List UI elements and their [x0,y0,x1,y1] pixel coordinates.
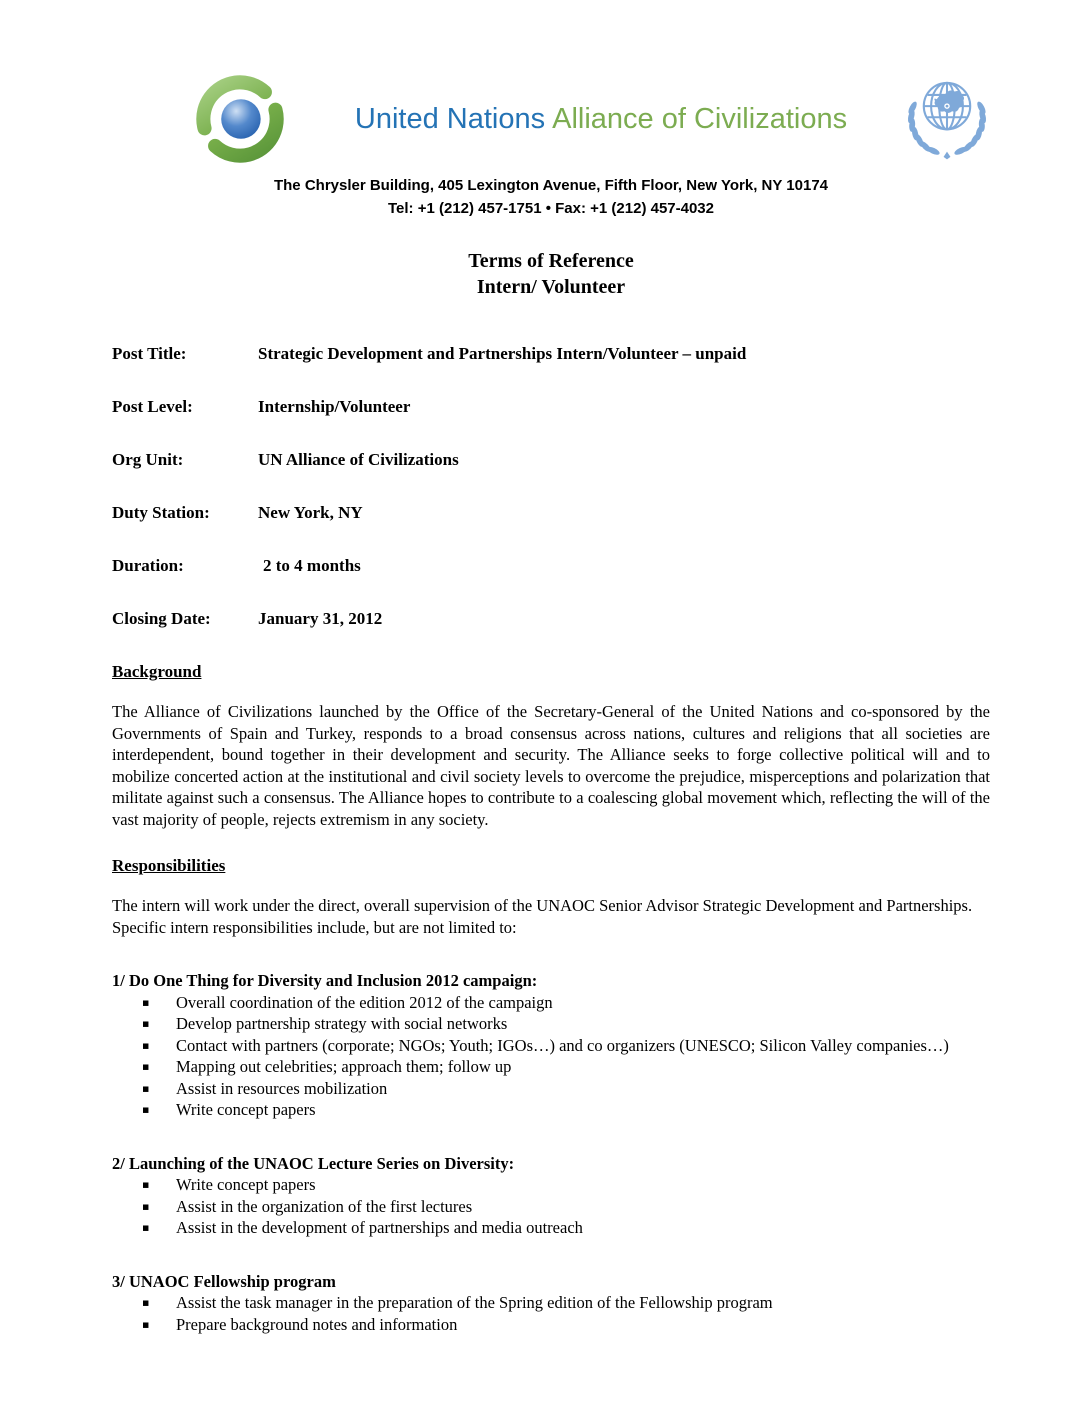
responsibility-group-2 [112,1153,990,1239]
responsibility-group-3 [112,1271,990,1336]
list-item: ▪ Mapping out celebrities; approach them; follow up [142,1057,512,1076]
field-value: 2 to 4 months [263,556,361,575]
field-closing-date [112,609,990,629]
list-item: ▪ Assist in the organization of the first lectures [142,1196,473,1216]
field-post-level [112,397,990,417]
bullet-list [112,992,990,1121]
field-label: Post Level: [112,397,193,416]
responsibilities-intro: The intern will work under the direct, overall supervision of the UNAOC Senior Advisor Strategic Development and Partnerships. Specific intern responsibilities include, but are not limited to: [112,896,973,937]
document-title [112,248,990,300]
list-item: ▪ Overall coordination of the edition 2012 of the campaign [142,992,553,1012]
letterhead [112,70,990,168]
field-label: Duty Station: [112,503,210,522]
field-value: January 31, 2012 [258,609,383,628]
field-post-title [112,344,990,364]
bullet-icon: ▪ [142,1178,150,1191]
group-heading: 2/ Launching of the UNAOC Lecture Series on Diversity: [112,1153,515,1173]
bullet-icon: ▪ [142,995,150,1009]
field-label: Org Unit: [112,450,184,469]
group-heading: 1/ Do One Thing for Diversity and Inclusion 2012 campaign: [112,971,538,990]
background-heading: Background [112,662,202,681]
bullet-icon: ▪ [142,1038,150,1052]
bullet-list [112,1292,990,1335]
bullet-icon: ▪ [142,1103,150,1116]
field-label: Post Title: [112,344,187,363]
wordmark-alliance: Alliance of Civilizations [552,102,848,135]
responsibility-group-1 [112,970,990,1121]
org-wordmark [292,103,904,136]
group-heading: 3/ UNAOC Fellowship program [112,1271,336,1291]
field-label: Closing Date: [112,609,211,628]
title-line2: Intern/ Volunteer [476,276,626,298]
field-value: Strategic Development and Partnerships Intern/Volunteer – unpaid [258,344,747,363]
field-value: Internship/Volunteer [258,397,411,416]
bullet-icon: ▪ [142,1221,150,1234]
list-item: ▪ Contact with partners (corporate; NGOs; Youth; IGOs…) and co organizers (UNESCO; Silicon Valley companies…) [142,1035,949,1055]
list-item: ▪ Write concept papers [142,1100,316,1119]
address-line1: The Chrysler Building, 405 Lexington Avenue, Fifth Floor, New York, NY 10174 [273,177,829,194]
field-org-unit [112,450,990,470]
post-fields [112,344,990,629]
responsibilities-heading: Responsibilities [112,856,226,875]
list-item: ▪ Assist in resources mobilization [142,1078,388,1098]
field-label: Duration: [112,556,184,575]
field-value: UN Alliance of Civilizations [258,450,459,469]
field-value: New York, NY [258,503,363,522]
wordmark-united-nations: United Nations [354,102,546,135]
list-item: ▪ Write concept papers [142,1175,316,1194]
address-line2: Tel: +1 (212) 457-1751 • Fax: +1 (212) 457-4032 [387,200,714,217]
bullet-icon: ▪ [142,1060,150,1073]
bullet-list [112,1174,990,1239]
list-item: ▪ Prepare background notes and information [142,1314,458,1334]
field-duty-station [112,503,990,523]
bullet-icon: ▪ [142,1081,150,1095]
un-emblem-icon [904,71,990,167]
bullet-icon: ▪ [142,1017,150,1030]
title-line1: Terms of Reference [468,250,634,272]
bullet-icon: ▪ [142,1317,150,1331]
bullet-icon: ▪ [142,1296,150,1309]
background-paragraph: The Alliance of Civilizations launched by the Office of the Secretary-General of the United Nations and co-sponsored by the Governments of Spain and Turkey, responds to a broad consensus across nations, cultures and religions that all societies are interdependent, bound together in their development and security. The Alliance seeks to forge collective political will and to mobilize concerted action at the institutional and civil society levels to overcome the prejudice, misperceptions and polarization that militate against such a consensus. The Alliance hopes to contribute to a coalescing global movement which, reflecting the will of the vast majority of people, rejects extremism in any society. [112,702,990,829]
list-item: ▪ Assist in the development of partnerships and media outreach [142,1218,583,1237]
unaoc-swirl-icon [188,72,292,166]
address-block [112,174,990,220]
list-item: ▪ Develop partnership strategy with social networks [142,1014,508,1033]
field-duration [112,556,990,576]
list-item: ▪ Assist the task manager in the preparation of the Spring edition of the Fellowship program [142,1293,773,1312]
bullet-icon: ▪ [142,1199,150,1213]
